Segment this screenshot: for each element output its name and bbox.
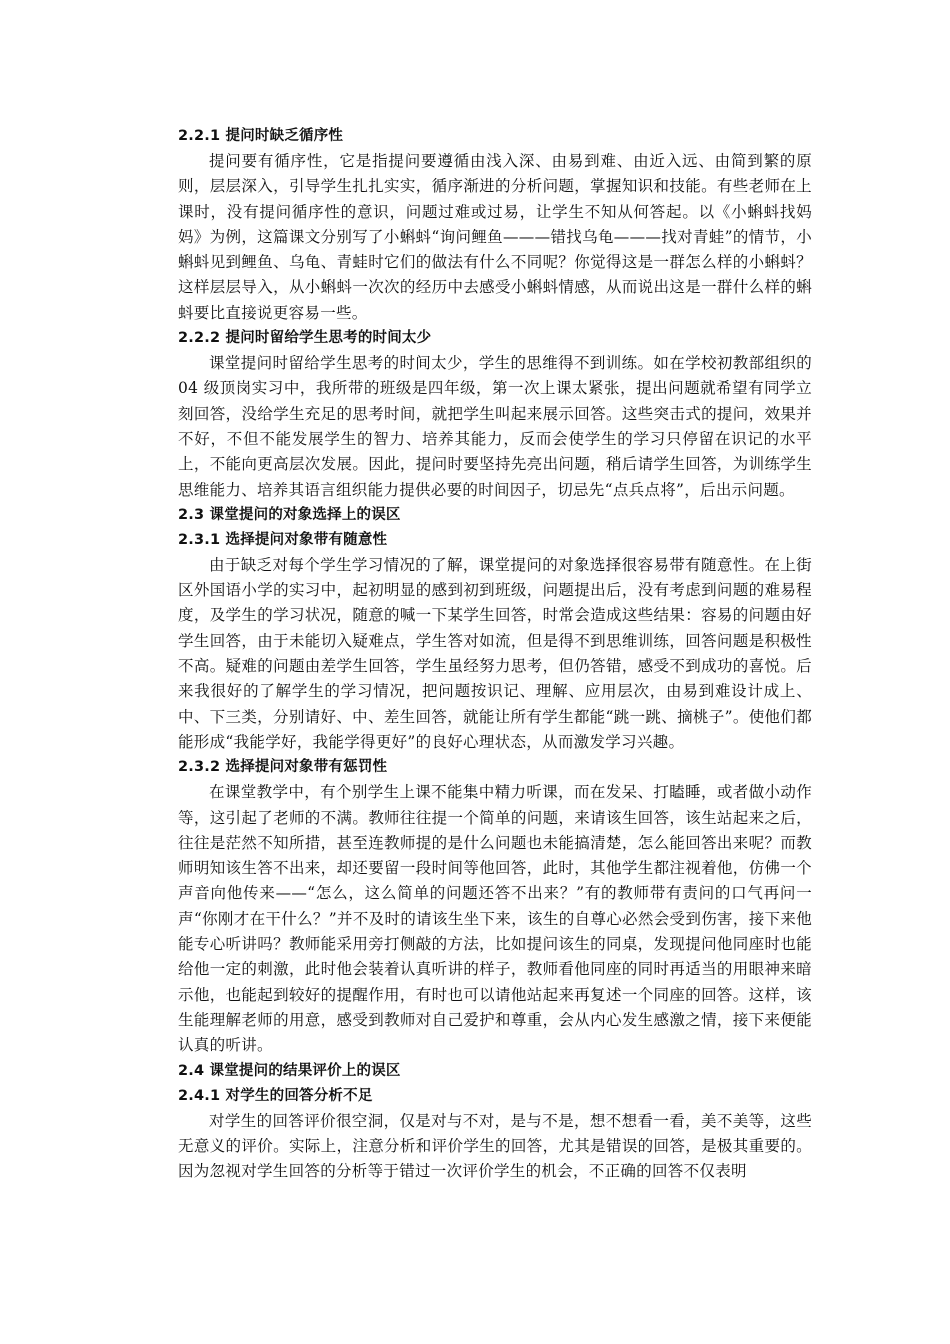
- paragraph-2-2-1: 提问要有循序性，它是指提问要遵循由浅入深、由易到难、由近入远、由简到繁的原则，层层深入，引导学生扎扎实实，循序渐进的分析问题，掌握知识和技能。有些老师在上课时，没有提问循序性的意识，问题过难或过易，让学生不知从何答起。以《小蝌蚪找妈妈》为例，这篇课文分别写了小蝌蚪“询问鲤鱼———错找乌龟———找对青蛙”的情节，小蝌蚪见到鲤鱼、乌龟、青蛙时它们的做法有什么不同呢？你觉得这是一群怎么样的小蝌蚪？这样层层导入，从小蝌蚪一次次的经历中去感受小蝌蚪情感，从而说出这是一群什么样的蝌蚪要比直接说更容易一些。: [178, 152, 812, 322]
- section-heading-2-2-1: 2.2.1 提问时缺乏循序性: [178, 128, 344, 144]
- paragraph-2-3-1: 由于缺乏对每个学生学习情况的了解，课堂提问的对象选择很容易带有随意性。在上街区外国语小学的实习中，起初明显的感到初到班级，问题提出后，没有考虑到问题的难易程度，及学生的学习状况，随意的喊一下某学生回答，时常会造成这些结果：容易的问题由好学生回答，由于未能切入疑难点，学生答对如流，但是得不到思维训练，回答问题是积极性不高。疑难的问题由差学生回答，学生虽经努力思考，但仍答错，感受不到成功的喜悦。后来我很好的了解学生的学习情况，把问题按识记、理解、应用层次，由易到难设计成上、中、下三类，分别请好、中、差生回答，就能让所有学生都能“跳一跳、摘桃子”。使他们都能形成“我能学好，我能学得更好”的良好心理状态，从而激发学习兴趣。: [178, 555, 812, 751]
- paragraph-2-2-2: 课堂提问时留给学生思考的时间太少，学生的思维得不到训练。如在学校初教部组织的 04 级顶岗实习中，我所带的班级是四年级，第一次上课太紧张，提出问题就希望有同学立刻回答，没给学生充足的思考时间，就把学生叫起来展示回答。这些突击式的提问，效果并不好，不但不能发展学生的智力、培养其能力，反而会使学生的学习只停留在识记的水平上，不能向更高层次发展。因此，提问时要坚持先亮出问题，稍后请学生回答，为训练学生思维能力、培养其语言组织能力提供必要的时间因子，切忌先“点兵点将”，后出示问题。: [178, 354, 812, 499]
- paragraph-2-4-1: 对学生的回答评价很空洞，仅是对与不对，是与不是，想不想看一看，美不美等，这些无意义的评价。实际上，注意分析和评价学生的回答，尤其是错误的回答，是极其重要的。因为忽视对学生回答的分析等于错过一次评价学生的机会，不正确的回答不仅表明: [178, 1111, 812, 1181]
- section-heading-2-4: 2.4 课堂提问的结果评价上的误区: [178, 1062, 401, 1079]
- section-heading-2-3-1: 2.3.1 选择提问对象带有随意性: [178, 531, 388, 548]
- section-heading-2-3-2: 2.3.2 选择提问对象带有惩罚性: [178, 759, 388, 776]
- paragraph-2-3-2: 在课堂教学中，有个别学生上课不能集中精力听课，而在发呆、打瞌睡，或者做小动作等，这引起了老师的不满。教师往往提一个简单的问题，来请该生回答，该生站起来之后，往往是茫然不知所措，甚至连教师提的是什么问题也未能搞清楚，怎么能回答出来呢？而教师明知该生答不出来，却还要留一段时间等他回答，此时，其他学生都注视着他，仿佛一个声音向他传来——“怎么，这么简单的问题还答不出来？”有的教师带有责问的口气再问一声“你刚才在干什么？”并不及时的请该生坐下来，该生的自尊心必然会受到伤害，接下来他能专心听讲吗？教师能采用旁打侧敲的方法，比如提问该生的同桌，发现提问他同座时也能给他一定的刺激，此时他会装着认真听讲的样子，教师看他同座的同时再适当的用眼神来暗示他，也能起到较好的提醒作用，有时也可以请他站起来再复述一个同座的回答。这样，该生能理解老师的用意，感受到教师对自己爱护和尊重，会从内心发生感激之情，接下来便能认真的听讲。: [178, 783, 812, 1055]
- section-heading-2-2-2: 2.2.2 提问时留给学生思考的时间太少: [178, 330, 432, 347]
- document-body: [178, 124, 812, 1184]
- section-heading-2-3: 2.3 课堂提问的对象选择上的误区: [178, 506, 401, 523]
- section-heading-2-4-1: 2.4.1 对学生的回答分析不足: [178, 1087, 373, 1104]
